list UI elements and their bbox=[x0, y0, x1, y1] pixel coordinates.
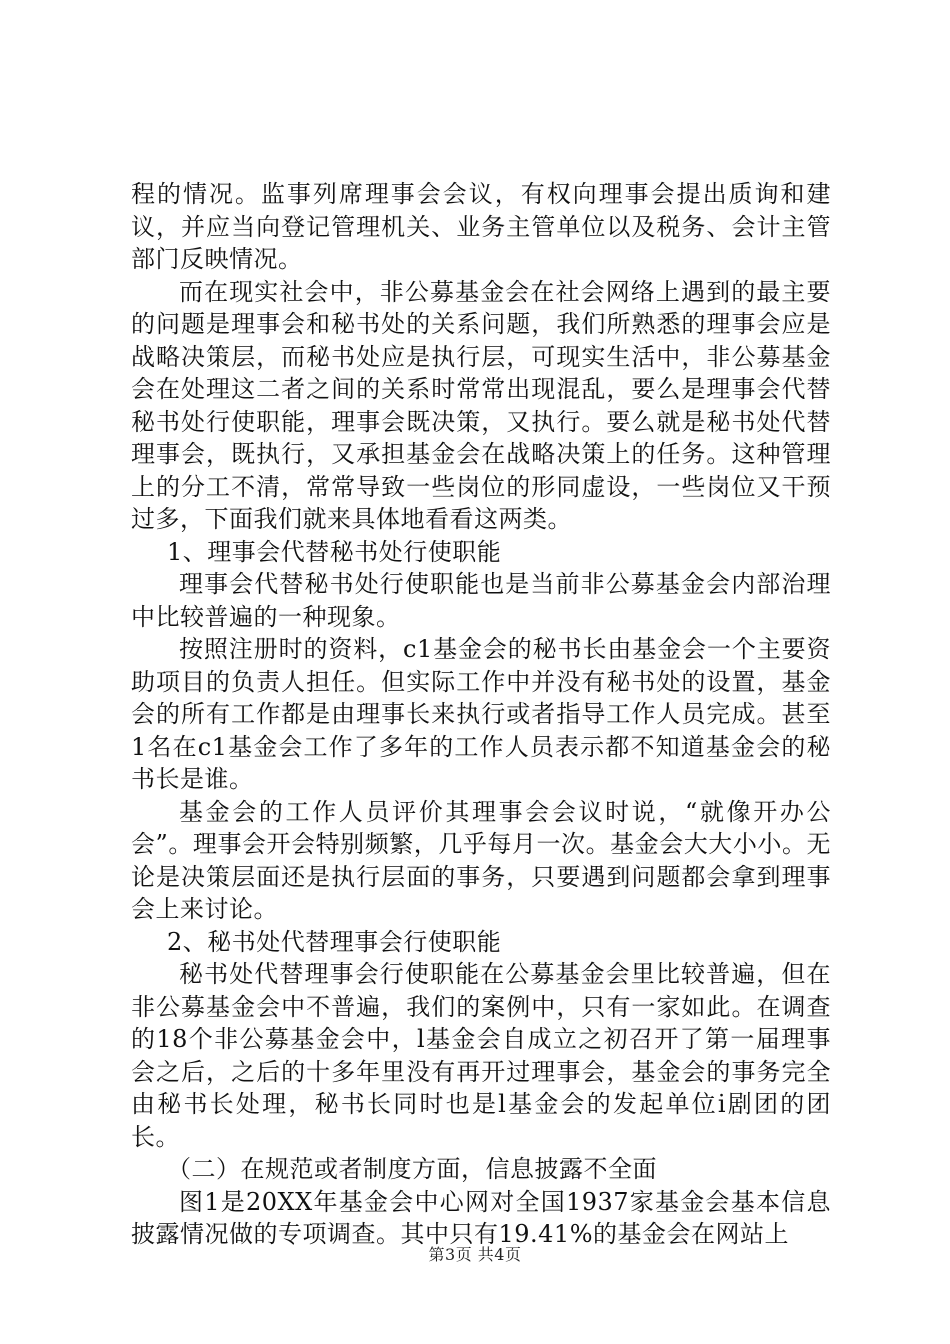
section-heading: 2、秘书处代替理事会行使职能 bbox=[167, 927, 502, 956]
page-footer: 第3页 共4页 bbox=[428, 1245, 522, 1264]
paragraph: 理事会代替秘书处行使职能也是当前非公募基金会内部治理中比较普遍的一种现象。 bbox=[131, 570, 831, 631]
paragraph: 基金会的工作人员评价其理事会会议时说，“就像开办公会”。理事会开会特别频繁，几乎每月一次。基金会大大小小。无论是决策层面还是执行层面的事务，只要遇到问题都会拿到理事会上来讨论。 bbox=[131, 797, 831, 923]
paragraph: 按照注册时的资料，c1基金会的秘书长由基金会一个主要资助项目的负责人担任。但实际工作中并没有秘书处的设置，基金会的所有工作都是由理事长来执行或者指导工作人员完成。甚至1名在c1基金会工作了多年的工作人员表示都不知道基金会的秘书长是谁。 bbox=[131, 635, 831, 793]
document-body bbox=[131, 178, 831, 1251]
section-heading: （二）在规范或者制度方面，信息披露不全面 bbox=[167, 1155, 657, 1183]
paragraph: 秘书处代替理事会行使职能在公募基金会里比较普遍，但在非公募基金会中不普遍，我们的案例中，只有一家如此。在调查的18个非公募基金会中，l基金会自成立之初召开了第一届理事会之后，之后的十多年里没有再开过理事会，基金会的事务完全由秘书长处理，秘书长同时也是l基金会的发起单位i剧团的团长。 bbox=[131, 960, 831, 1151]
paragraph-continuation: 程的情况。监事列席理事会会议，有权向理事会提出质询和建议，并应当向登记管理机关、业务主管单位以及税务、会计主管部门反映情况。 bbox=[131, 180, 831, 273]
paragraph: 图1是20XX年基金会中心网对全国1937家基金会基本信息披露情况做的专项调查。其中只有19.41%的基金会在网站上 bbox=[131, 1187, 831, 1248]
section-heading: 1、理事会代替秘书处行使职能 bbox=[167, 537, 502, 566]
paragraph: 而在现实社会中，非公募基金会在社会网络上遇到的最主要的问题是理事会和秘书处的关系问题，我们所熟悉的理事会应是战略决策层，而秘书处应是执行层，可现实生活中，非公募基金会在处理这二者之间的关系时常常出现混乱，要么是理事会代替秘书处行使职能，理事会既决策，又执行。要么就是秘书处代替理事会，既执行，又承担基金会在战略决策上的任务。这种管理上的分工不清，常常导致一些岗位的形同虚设，一些岗位又干预过多，下面我们就来具体地看看这两类。 bbox=[131, 277, 831, 533]
